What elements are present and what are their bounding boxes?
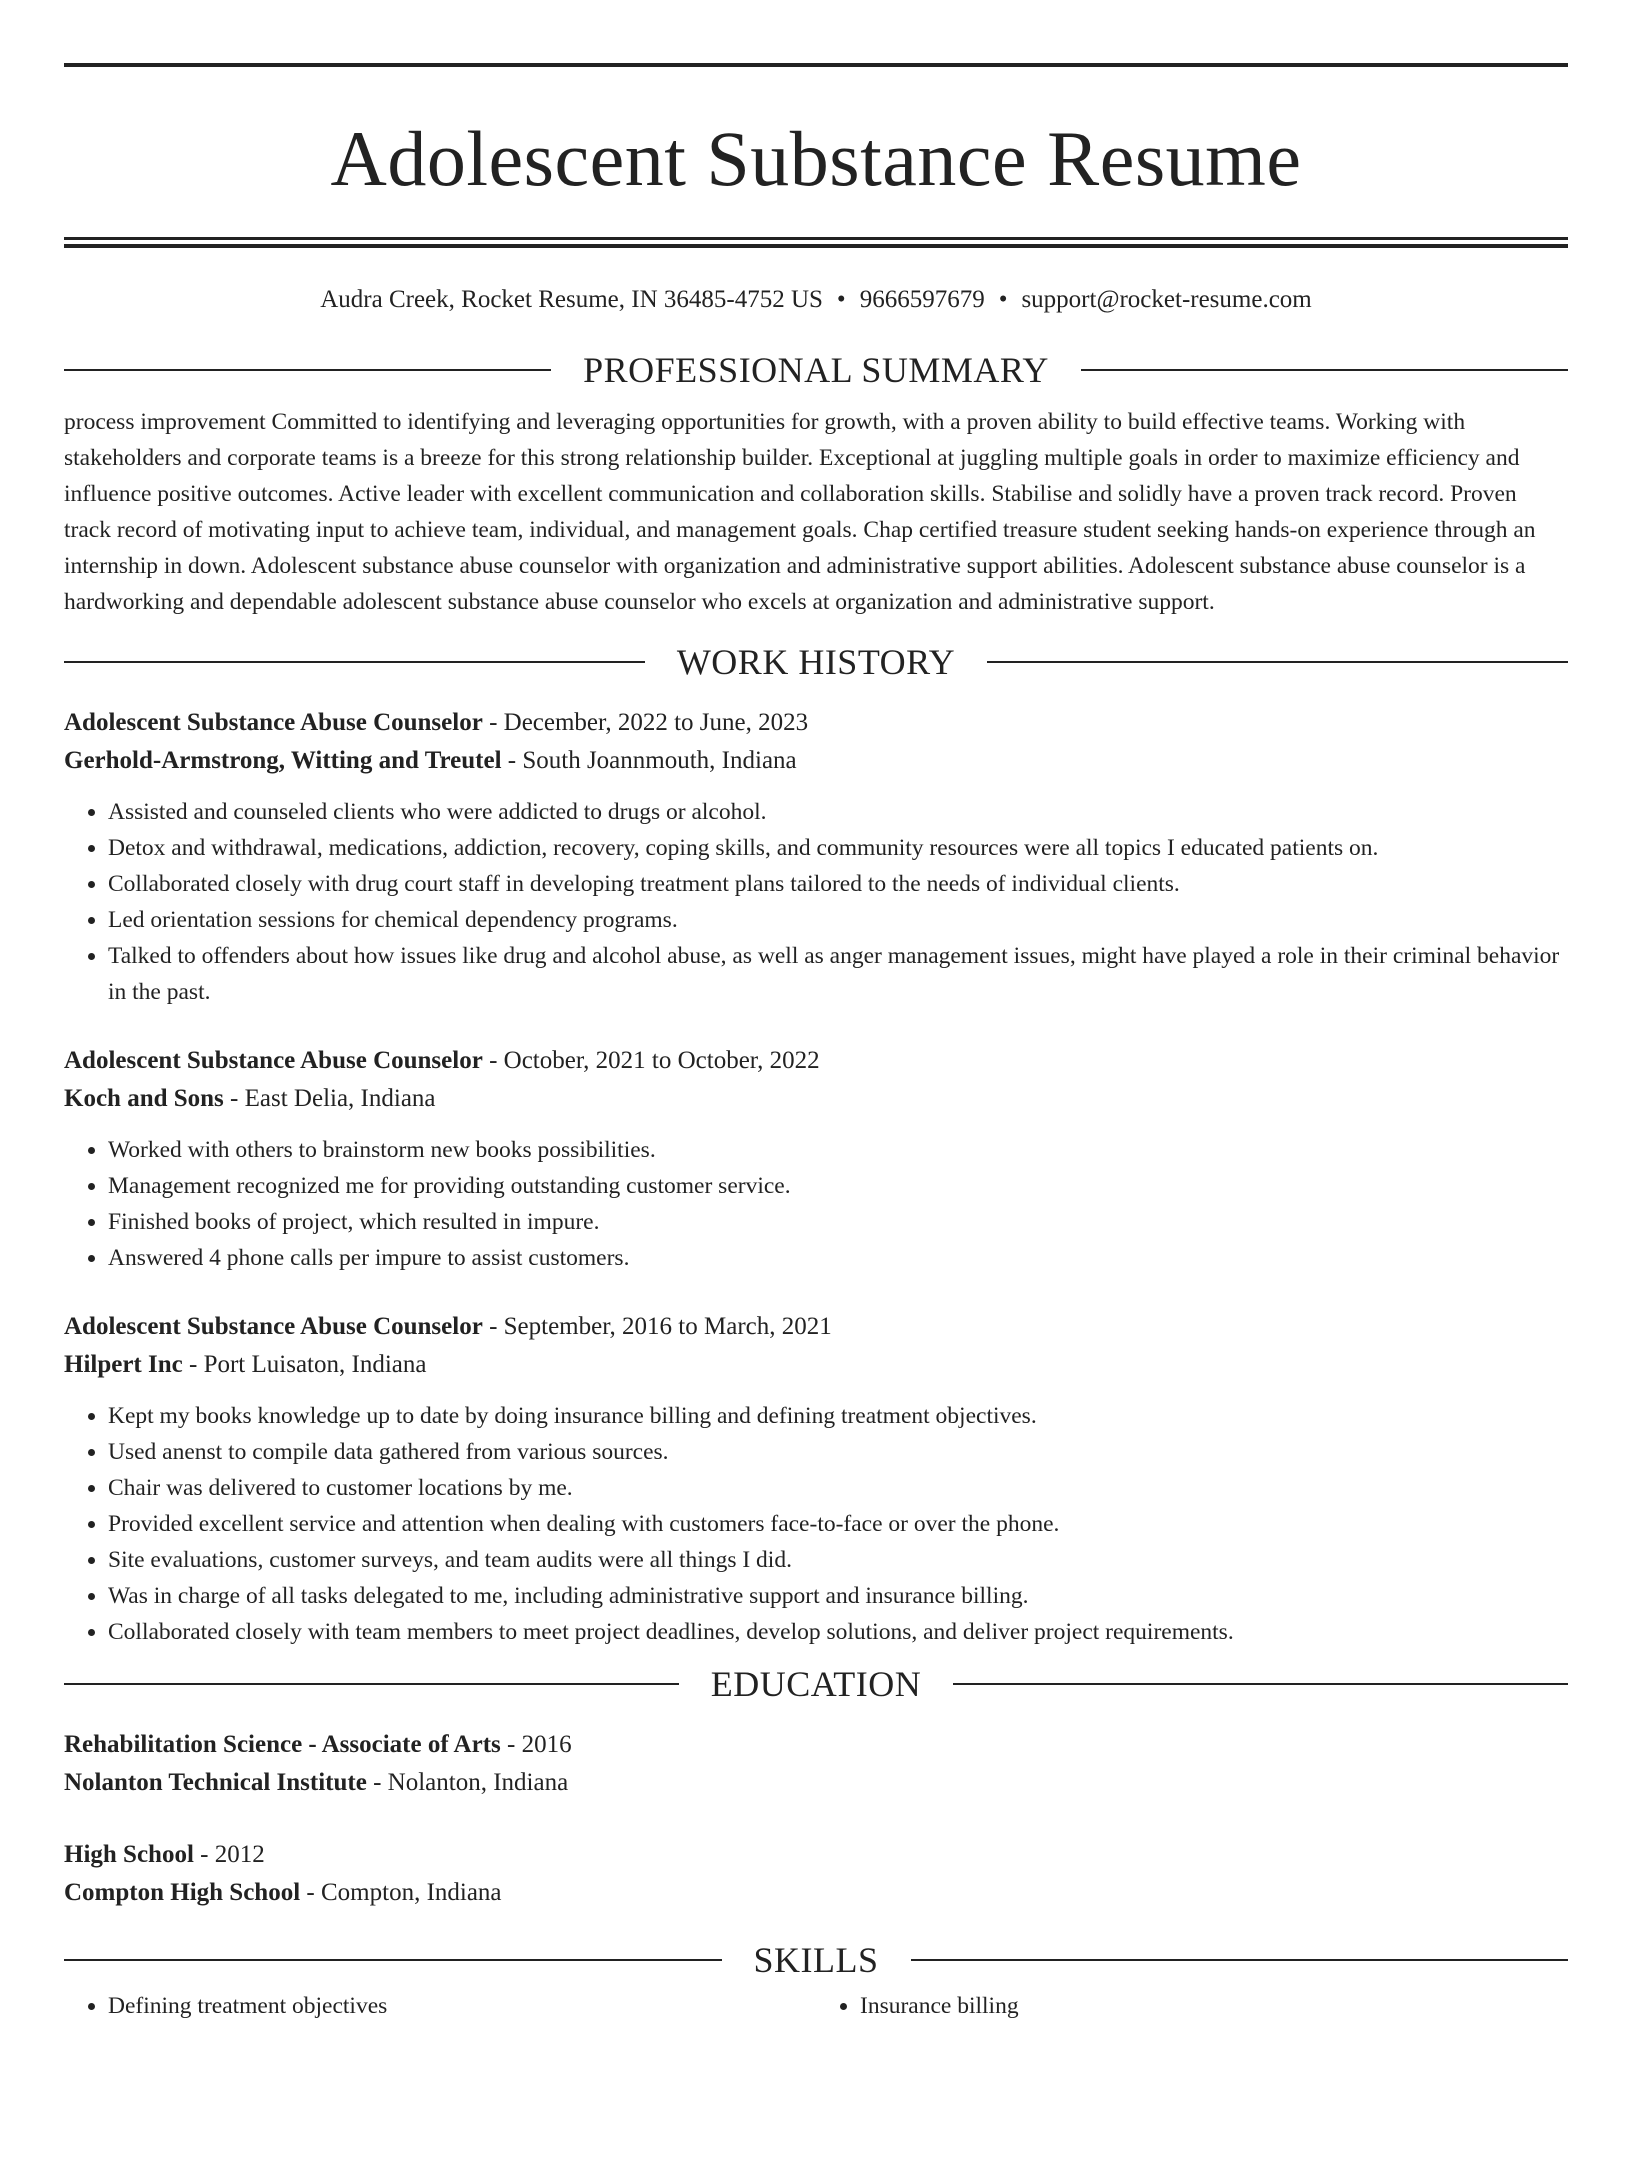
section-header-summary: [64, 350, 1568, 390]
job-dates: - September, 2016 to March, 2021: [482, 1313, 832, 1340]
section-rule: [911, 1959, 1569, 1961]
section-header-skills: [64, 1940, 1568, 1980]
skills-list: [64, 1988, 1568, 2024]
job-bullets: [64, 1132, 1568, 1276]
job-bullets: [64, 794, 1568, 1010]
job-company: Hilpert Inc: [64, 1351, 183, 1378]
job-location: - East Delia, Indiana: [223, 1085, 436, 1112]
skills-column-left: [64, 1988, 816, 2024]
education-school: Compton High School: [64, 1879, 301, 1906]
resume-page: [0, 63, 1632, 2175]
section-rule: [64, 1683, 679, 1685]
top-rule: [64, 63, 1568, 67]
list-item: • Insurance billing: [860, 1988, 1568, 2024]
list-item: • Finished books of project, which resulted in impure.: [108, 1204, 1568, 1240]
job-title: Adolescent Substance Abuse Counselor: [64, 1047, 483, 1074]
job-bullets: [64, 1398, 1568, 1650]
list-item: • Led orientation sessions for chemical dependency programs.: [108, 902, 1568, 938]
education-entry: [64, 1726, 1568, 1802]
job-title-line: [64, 704, 1568, 742]
job-company: Gerhold-Armstrong, Witting and Treutel: [64, 747, 502, 774]
section-title: WORK HISTORY: [676, 642, 956, 682]
job-entry: [64, 1042, 1568, 1276]
list-item: • Answered 4 phone calls per impure to assist customers.: [108, 1240, 1568, 1276]
summary-text: process improvement Committed to identifying and leveraging opportunities for growth, with a proven ability to build effective teams. Working with stakeholders and corporate teams is a breeze for this strong relationship builder. Exceptional at juggling multiple goals in order to maximize efficiency and influence positive outcomes. Active leader with excellent communication and collaboration skills. Stabilise and solidly have a proven track record. Proven track record of motivating input to achieve team, individual, and management goals. Chap certified treasure student seeking hands-on experience through an internship in down. Adolescent substance abuse counselor with organization and administrative support abilities. Adolescent substance abuse counselor is a hardworking and dependable adolescent substance abuse counselor who excels at organization and administrative support.: [64, 409, 1536, 615]
job-entry: [64, 704, 1568, 1010]
education-school-line: [64, 1764, 1568, 1802]
education-entry: [64, 1836, 1568, 1912]
list-item: • Site evaluations, customer surveys, and team audits were all things I did.: [108, 1542, 1568, 1578]
section-rule: [64, 369, 551, 371]
education-degree: High School: [64, 1841, 194, 1868]
education-location: - Compton, Indiana: [300, 1879, 502, 1906]
section-title: EDUCATION: [710, 1664, 922, 1704]
section-rule: [987, 661, 1568, 663]
job-entry: [64, 1308, 1568, 1650]
list-item: • Provided excellent service and attention when dealing with customers face-to-face or over the phone.: [108, 1506, 1568, 1542]
education-degree-line: [64, 1836, 1568, 1874]
job-title-line: [64, 1308, 1568, 1346]
education-school: Nolanton Technical Institute: [64, 1769, 367, 1796]
job-title: Adolescent Substance Abuse Counselor: [64, 709, 483, 736]
contact-phone: 9666597679: [859, 286, 985, 313]
education-year: - 2012: [193, 1841, 265, 1868]
job-dates: - December, 2022 to June, 2023: [482, 709, 809, 736]
list-item: • Was in charge of all tasks delegated to me, including administrative support and insurance billing.: [108, 1578, 1568, 1614]
list-item: • Talked to offenders about how issues like drug and alcohol abuse, as well as anger management issues, might have played a role in their criminal behavior in the past.: [108, 938, 1568, 1010]
education-degree-line: [64, 1726, 1568, 1764]
section-title: SKILLS: [753, 1940, 879, 1980]
job-company-line: [64, 1080, 1568, 1118]
title-double-rule: [64, 237, 1568, 248]
contact-separator: •: [836, 286, 846, 313]
list-item: • Collaborated closely with drug court staff in developing treatment plans tailored to the needs of individual clients.: [108, 866, 1568, 902]
list-item: • Detox and withdrawal, medications, addiction, recovery, coping skills, and community resources were all topics I educated patients on.: [108, 830, 1568, 866]
job-title-line: [64, 1042, 1568, 1080]
job-company-line: [64, 742, 1568, 780]
job-dates: - October, 2021 to October, 2022: [482, 1047, 820, 1074]
list-item: • Chair was delivered to customer locations by me.: [108, 1470, 1568, 1506]
education-degree: Rehabilitation Science - Associate of Arts: [64, 1731, 501, 1758]
section-rule: [64, 661, 645, 663]
education-school-line: [64, 1874, 1568, 1912]
skills-column-right: [816, 1988, 1568, 2024]
section-rule: [953, 1683, 1568, 1685]
list-item: • Collaborated closely with team members to meet project deadlines, develop solutions, and deliver project requirements.: [108, 1614, 1568, 1650]
list-item: • Kept my books knowledge up to date by doing insurance billing and defining treatment objectives.: [108, 1398, 1568, 1434]
job-location: - South Joannmouth, Indiana: [501, 747, 797, 774]
job-location: - Port Luisaton, Indiana: [182, 1351, 427, 1378]
contact-email: support@rocket-resume.com: [1021, 286, 1312, 313]
contact-line: [64, 284, 1568, 316]
section-title: PROFESSIONAL SUMMARY: [583, 350, 1049, 390]
section-header-work: [64, 642, 1568, 682]
section-rule: [64, 1959, 722, 1961]
list-item: • Defining treatment objectives: [108, 1988, 816, 2024]
resume-title: Adolescent Substance Resume: [330, 115, 1302, 202]
job-title: Adolescent Substance Abuse Counselor: [64, 1313, 483, 1340]
list-item: • Assisted and counseled clients who were addicted to drugs or alcohol.: [108, 794, 1568, 830]
list-item: • Used anenst to compile data gathered from various sources.: [108, 1434, 1568, 1470]
contact-address: Audra Creek, Rocket Resume, IN 36485-4752 US: [320, 286, 823, 313]
list-item: • Worked with others to brainstorm new books possibilities.: [108, 1132, 1568, 1168]
job-company: Koch and Sons: [64, 1085, 224, 1112]
education-location: - Nolanton, Indiana: [366, 1769, 569, 1796]
list-item: • Management recognized me for providing outstanding customer service.: [108, 1168, 1568, 1204]
job-company-line: [64, 1346, 1568, 1384]
section-header-education: [64, 1664, 1568, 1704]
section-rule: [1081, 369, 1568, 371]
education-year: - 2016: [500, 1731, 572, 1758]
contact-separator: •: [998, 286, 1008, 313]
